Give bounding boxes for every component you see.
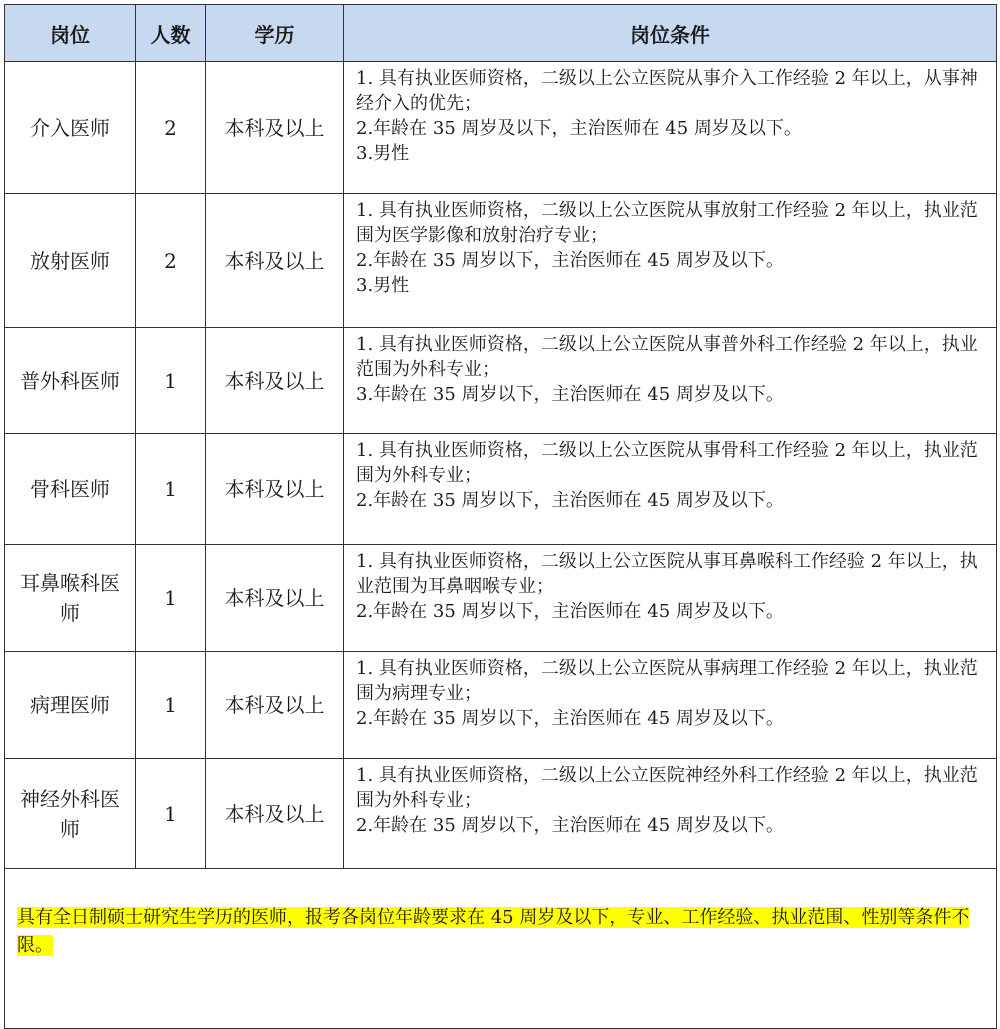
condition-line: 1. 具有执业医师资格，二级以上公立医院从事骨科工作经验 2 年以上，执业范围为外科专业； bbox=[356, 440, 978, 486]
condition-line: 1. 具有执业医师资格，二级以上公立医院从事耳鼻喉科工作经验 2 年以上，执业范围为耳鼻咽喉专业； bbox=[356, 551, 978, 597]
condition-line: 1. 具有执业医师资格，二级以上公立医院从事普外科工作经验 2 年以上，执业范围为外科专业； bbox=[356, 334, 978, 380]
condition-line: 1. 具有执业医师资格，二级以上公立医院从事放射工作经验 2 年以上，执业范围为医学影像和放射治疗专业； bbox=[356, 200, 978, 246]
conditions-cell bbox=[344, 328, 997, 434]
count-cell: 2 bbox=[136, 62, 206, 194]
condition-line: 2.年龄在 35 周岁及以下，主治医师在 45 周岁及以下。 bbox=[356, 118, 802, 139]
table-row bbox=[5, 62, 997, 194]
education-cell: 本科及以上 bbox=[206, 328, 344, 434]
education-cell: 本科及以上 bbox=[206, 652, 344, 759]
condition-line: 1. 具有执业医师资格，二级以上公立医院从事介入工作经验 2 年以上，从事神经介入的优先； bbox=[356, 68, 978, 114]
position-cell: 神经外科医师 bbox=[5, 759, 136, 869]
conditions-cell bbox=[344, 652, 997, 759]
education-cell: 本科及以上 bbox=[206, 62, 344, 194]
position-cell: 骨科医师 bbox=[5, 434, 136, 545]
education-cell: 本科及以上 bbox=[206, 434, 344, 545]
note-text: 具有全日制硕士研究生学历的医师，报考各岗位年龄要求在 45 周岁及以下，专业、工作经验、执业范围、性别等条件不限。 bbox=[17, 907, 970, 956]
position-cell: 病理医师 bbox=[5, 652, 136, 759]
header-conditions: 岗位条件 bbox=[344, 5, 997, 62]
education-cell: 本科及以上 bbox=[206, 545, 344, 652]
position-cell: 普外科医师 bbox=[5, 328, 136, 434]
condition-line: 2.年龄在 35 周岁以下，主治医师在 45 周岁及以下。 bbox=[356, 708, 784, 729]
conditions-cell bbox=[344, 62, 997, 194]
education-cell: 本科及以上 bbox=[206, 194, 344, 328]
table-row bbox=[5, 652, 997, 759]
conditions-cell bbox=[344, 434, 997, 545]
position-cell: 介入医师 bbox=[5, 62, 136, 194]
header-education: 学历 bbox=[206, 5, 344, 62]
position-cell: 耳鼻喉科医师 bbox=[5, 545, 136, 652]
condition-line: 1. 具有执业医师资格，二级以上公立医院神经外科工作经验 2 年以上，执业范围为外科专业； bbox=[356, 765, 978, 811]
conditions-cell bbox=[344, 759, 997, 869]
count-cell: 2 bbox=[136, 194, 206, 328]
count-cell: 1 bbox=[136, 759, 206, 869]
count-cell: 1 bbox=[136, 545, 206, 652]
condition-line: 2.年龄在 35 周岁以下，主治医师在 45 周岁及以下。 bbox=[356, 815, 784, 836]
table-row bbox=[5, 194, 997, 328]
header-count: 人数 bbox=[136, 5, 206, 62]
conditions-cell bbox=[344, 194, 997, 328]
table-row bbox=[5, 545, 997, 652]
condition-line: 2.年龄在 35 周岁以下，主治医师在 45 周岁及以下。 bbox=[356, 601, 784, 622]
condition-line: 2.年龄在 35 周岁以下，主治医师在 45 周岁及以下。 bbox=[356, 490, 784, 511]
recruitment-table bbox=[4, 4, 997, 1029]
table-row bbox=[5, 759, 997, 869]
count-cell: 1 bbox=[136, 434, 206, 545]
condition-line: 1. 具有执业医师资格，二级以上公立医院从事病理工作经验 2 年以上，执业范围为病理专业； bbox=[356, 658, 978, 704]
note-row bbox=[5, 869, 997, 1029]
condition-line: 3.男性 bbox=[356, 275, 410, 296]
table-header-row bbox=[5, 5, 997, 62]
header-position: 岗位 bbox=[5, 5, 136, 62]
condition-line: 3.年龄在 35 周岁以下，主治医师在 45 周岁及以下。 bbox=[356, 384, 784, 405]
table-row bbox=[5, 434, 997, 545]
education-cell: 本科及以上 bbox=[206, 759, 344, 869]
table-row bbox=[5, 328, 997, 434]
count-cell: 1 bbox=[136, 328, 206, 434]
count-cell: 1 bbox=[136, 652, 206, 759]
condition-line: 2.年龄在 35 周岁以下，主治医师在 45 周岁及以下。 bbox=[356, 250, 784, 271]
conditions-cell bbox=[344, 545, 997, 652]
condition-line: 3.男性 bbox=[356, 143, 410, 164]
position-cell: 放射医师 bbox=[5, 194, 136, 328]
note-cell bbox=[5, 869, 997, 1029]
